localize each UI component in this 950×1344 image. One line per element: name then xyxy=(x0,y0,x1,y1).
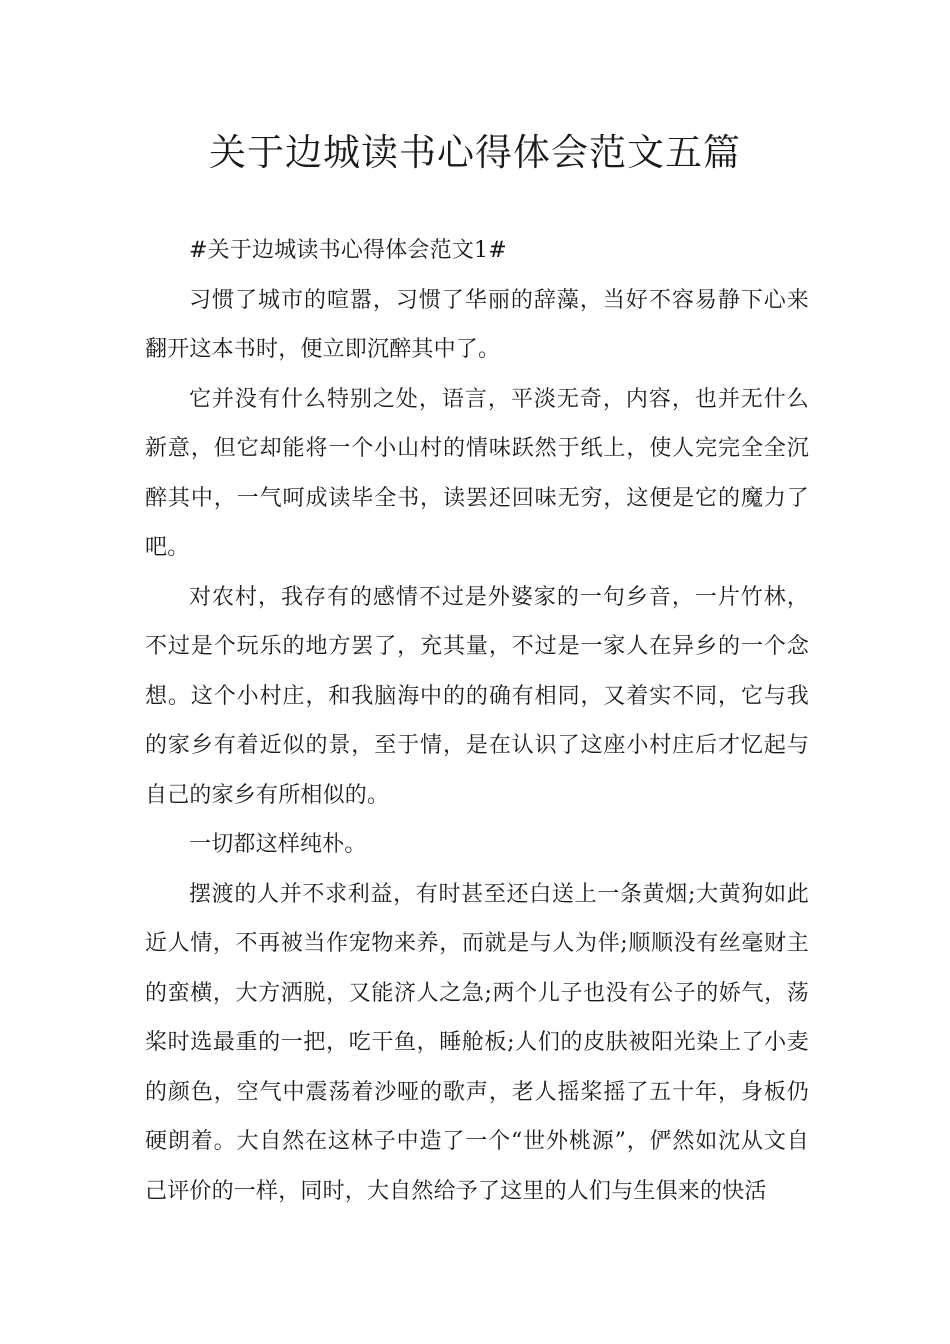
document-title: 关于边城读书心得体会范文五篇 xyxy=(209,131,741,174)
section-heading: #关于边城读书心得体会范文1# xyxy=(189,238,507,263)
paragraph: 它并没有什么特别之处，语言，平淡无奇，内容，也并无什么新意，但它却能将一个小山村的情味跃然于纸上，使人完完全全沉醉其中，一气呵成读毕全书，读罢还回味无穷，这便是它的魔力了吧。 xyxy=(145,386,809,560)
paragraph: 对农村，我存有的感情不过是外婆家的一句乡音，一片竹林，不过是个玩乐的地方罢了，充其量，不过是一家人在异乡的一个念想。这个小村庄，和我脑海中的的确有相同，又着实不同，它与我的家乡有着近似的景，至于情，是在认识了这座小村庄后才忆起与自己的家乡有所相似的。 xyxy=(145,584,809,808)
paragraph: 一切都这样纯朴。 xyxy=(189,832,367,857)
paragraph: 摆渡的人并不求利益，有时甚至还白送上一条黄烟;大黄狗如此近人情，不再被当作宠物来养，而就是与人为伴;顺顺没有丝毫财主的蛮横，大方洒脱，又能济人之急;两个儿子也没有公子的娇气，荡桨时选最重的一把，吃干鱼，睡舱板;人们的皮肤被阳光染上了小麦的颜色，空气中震荡着沙哑的歌声，老人摇桨摇了五十年，身板仍硬朗着。大自然在这林子中造了一个“世外桃源”，俨然如沈从文自己评价的一样，同时，大自然给予了这里的人们与生俱来的快活 xyxy=(145,881,809,1204)
document-body xyxy=(145,226,809,1216)
paragraph: 习惯了城市的喧嚣，习惯了华丽的辞藻，当好不容易静下心来翻开这本书时，便立即沉醉其中了。 xyxy=(145,287,809,362)
